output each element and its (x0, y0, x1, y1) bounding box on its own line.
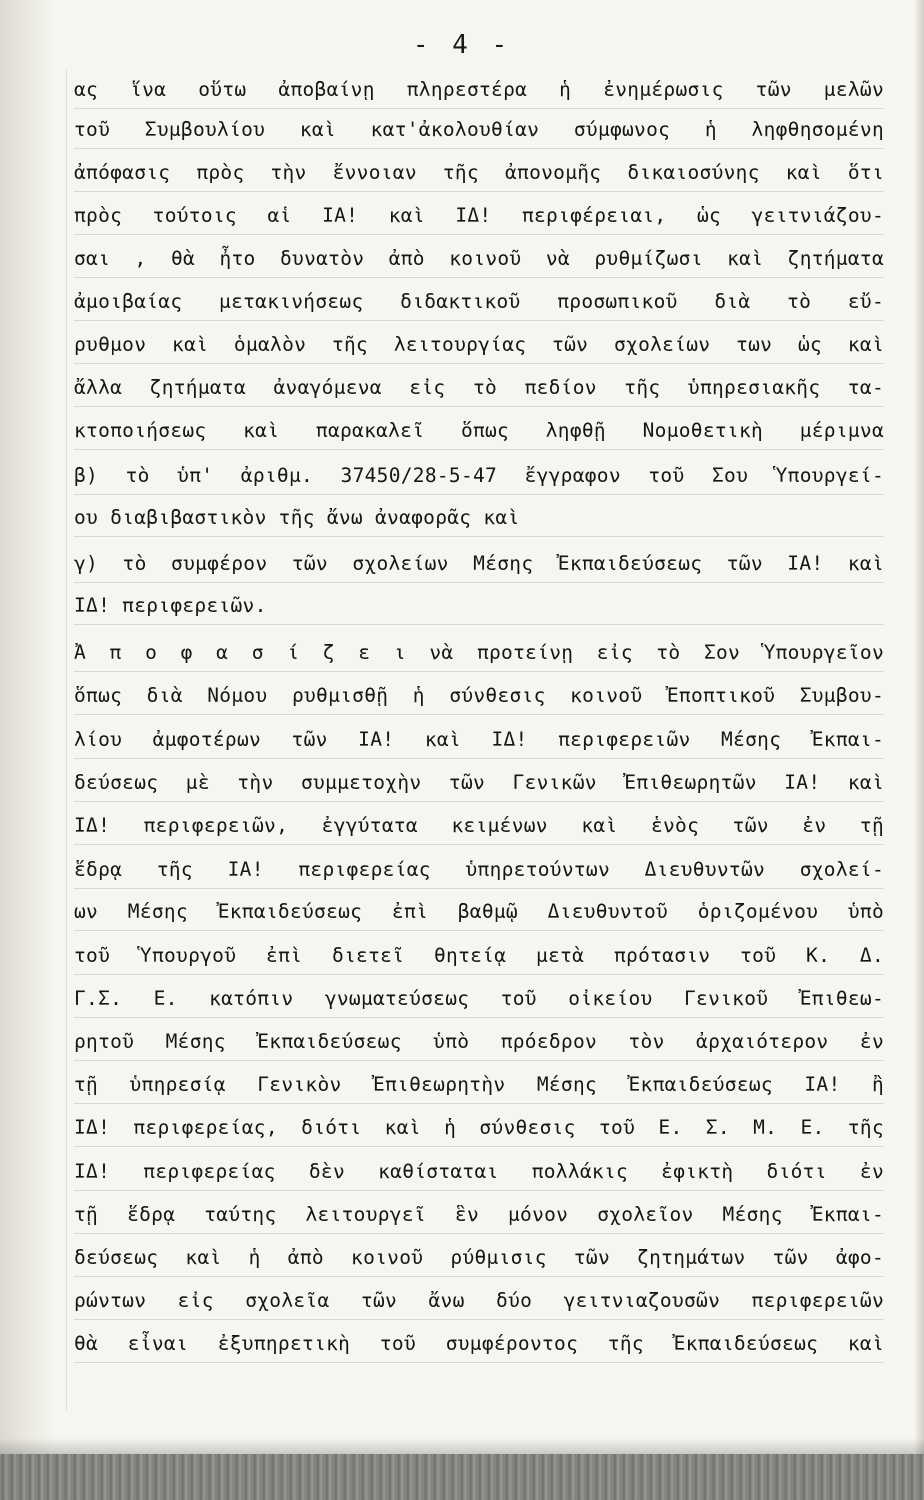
text-line-4: πρὸς τούτοις αἱ ΙΑ! καὶ ΙΔ! περιφέρειαι, ὡς γειτνιάζου- (74, 198, 884, 235)
text-line-5: σαι , θὰ ἦτο δυνατὸν ἀπὸ κοινοῦ νὰ ρυθμίζωσι καὶ ζητήματα (74, 241, 884, 278)
text-line-12: γ) τὸ συμφέρον τῶν σχολείων Μέσης Ἐκπαιδεύσεως τῶν ΙΑ! καὶ (74, 546, 884, 583)
text-line-20: ων Μέσης Ἐκπαιδεύσεως ἐπὶ βαθμῷ Διευθυντοῦ ὁριζομένου ὑπὸ (74, 894, 884, 931)
text-line-23: ρητοῦ Μέσης Ἐκπαιδεύσεως ὑπὸ πρόεδρον τὸν ἀρχαιότερον ἐν (74, 1024, 884, 1061)
scan-right-edge (914, 0, 924, 1500)
text-line-21: τοῦ Ὑπουργοῦ ἐπὶ διετεῖ θητείᾳ μετὰ πρότασιν τοῦ Κ. Δ. (74, 938, 884, 975)
text-line-11: ου διαβιβαστικὸν τῆς ἄνω ἀναφορᾶς καὶ (74, 500, 884, 537)
text-line-18: ΙΔ! περιφερειῶν, ἐγγύτατα κειμένων καὶ ἑνὸς τῶν ἐν τῇ (74, 808, 884, 845)
text-line-13: ΙΔ! περιφερειῶν. (74, 588, 884, 625)
text-line-15: ὅπως διὰ Νόμου ρυθμισθῇ ἡ σύνθεσις κοινοῦ Ἐποπτικοῦ Συμβου- (74, 678, 884, 715)
text-line-30: θὰ εἶναι ἐξυπηρετικὴ τοῦ συμφέροντος τῆς Ἐκπαιδεύσεως καὶ (74, 1326, 884, 1363)
text-line-17: δεύσεως μὲ τὴν συμμετοχὴν τῶν Γενικῶν Ἐπιθεωρητῶν ΙΑ! καὶ (74, 765, 884, 802)
scan-bottom-band (0, 1454, 924, 1500)
scan-left-margin (0, 0, 56, 1500)
text-line-28: δεύσεως καὶ ἡ ἀπὸ κοινοῦ ρύθμισις τῶν ζητημάτων τῶν ἀφο- (74, 1240, 884, 1277)
text-line-29: ρώντων εἰς σχολεῖα τῶν ἄνω δύο γειτνιαζουσῶν περιφερειῶν (74, 1283, 884, 1320)
text-line-8: ἄλλα ζητήματα ἀναγόμενα εἰς τὸ πεδίον τῆς ὑπηρεσιακῆς τα- (74, 370, 884, 407)
text-line-1: ας ἵνα οὕτω ἀποβαίνῃ πληρεστέρα ἡ ἐνημέρωσις τῶν μελῶν (74, 72, 884, 109)
text-line-10: β) τὸ ὑπ' ἀριθμ. 37450/28-5-47 ἔγγραφον τοῦ Σου Ὑπουργεί- (74, 458, 884, 495)
margin-rule (66, 70, 67, 1410)
scan-bottom-shadow (0, 1438, 924, 1454)
text-line-16: λίου ἀμφοτέρων τῶν ΙΑ! καὶ ΙΔ! περιφερειῶν Μέσης Ἐκπαι- (74, 722, 884, 759)
text-line-2: τοῦ Συμβουλίου καὶ κατ'ἀκολουθίαν σύμφωνος ἡ ληφθησομένη (74, 112, 884, 149)
page-number: - 4 - (412, 30, 512, 60)
text-line-27: τῇ ἕδρᾳ ταύτης λειτουργεῖ ἓν μόνον σχολεῖον Μέσης Ἐκπαι- (74, 1197, 884, 1234)
text-line-22: Γ.Σ. Ε. κατόπιν γνωματεύσεως τοῦ οἰκείου Γενικοῦ Ἐπιθεω- (74, 981, 884, 1018)
text-line-26: ΙΔ! περιφερείας δὲν καθίσταται πολλάκις ἐφικτὴ διότι ἐν (74, 1154, 884, 1191)
text-line-14: Ἀ π ο φ α σ ί ζ ε ι νὰ προτείνῃ εἰς τὸ Σον Ὑπουργεῖον (74, 635, 884, 672)
text-line-19: ἕδρᾳ τῆς ΙΑ! περιφερείας ὑπηρετούντων Διευθυντῶν σχολεί- (74, 852, 884, 889)
text-line-24: τῇ ὑπηρεσίᾳ Γενικὸν Ἐπιθεωρητὴν Μέσης Ἐκπαιδεύσεως ΙΑ! ἢ (74, 1067, 884, 1104)
text-line-7: ρυθμον καὶ ὁμαλὸν τῆς λειτουργίας τῶν σχολείων των ὡς καὶ (74, 327, 884, 364)
text-line-9: κτοποιήσεως καὶ παρακαλεῖ ὅπως ληφθῇ Νομοθετικὴ μέριμνα (74, 413, 884, 450)
text-line-25: ΙΔ! περιφερείας, διότι καὶ ἡ σύνθεσις τοῦ Ε. Σ. Μ. Ε. τῆς (74, 1110, 884, 1147)
text-line-6: ἀμοιβαίας μετακινήσεως διδακτικοῦ προσωπικοῦ διὰ τὸ εὔ- (74, 284, 884, 321)
text-line-3: ἀπόφασις πρὸς τὴν ἔννοιαν τῆς ἀπονομῆς δικαιοσύνης καὶ ὅτι (74, 155, 884, 192)
